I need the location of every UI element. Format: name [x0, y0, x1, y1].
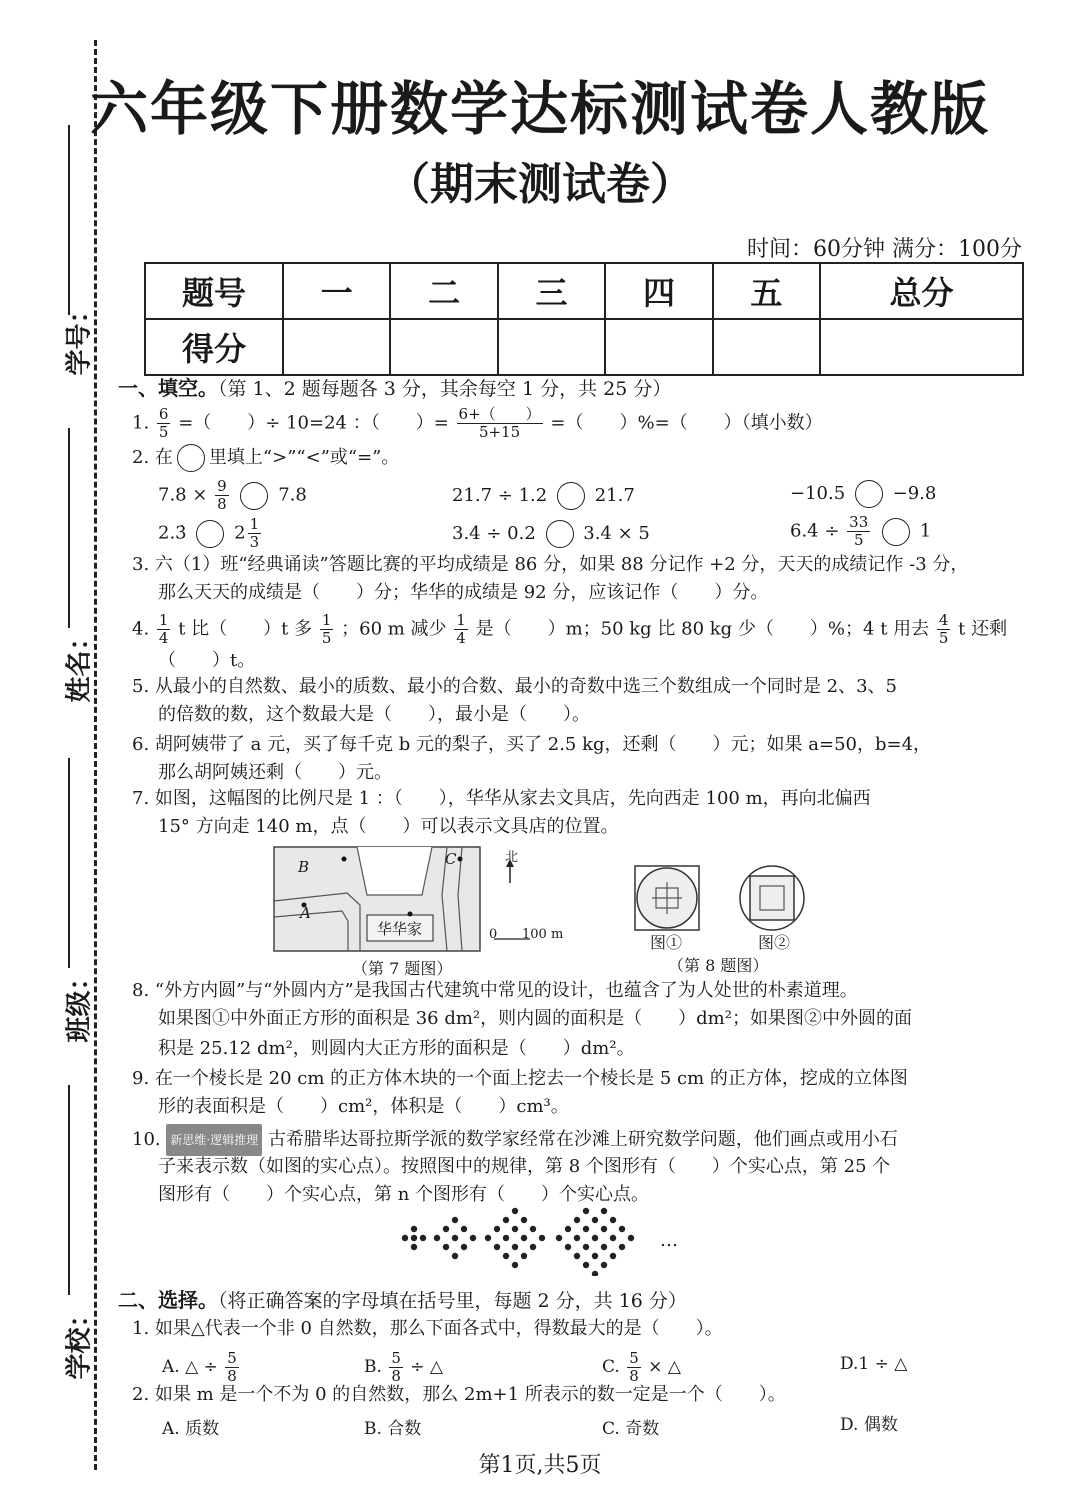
question-7-line-2: 15° 方向走 140 m，点（ ）可以表示文具店的位置。 — [158, 816, 619, 837]
fraction-numerator: 1 — [456, 611, 466, 629]
question-9-line-2: 形的表面积是（ ）cm²，体积是（ ）cm³。 — [158, 1096, 569, 1117]
map-home-label: 华华家 — [377, 920, 423, 938]
pattern-dot — [411, 1235, 417, 1241]
circle-blank-icon — [177, 444, 205, 472]
figure-8-label-2: 图② — [758, 933, 791, 952]
fraction-denominator: 5 — [158, 423, 169, 441]
section-2-title: 二、选择。 — [118, 1288, 218, 1312]
map-scale-label: 100 m — [522, 927, 564, 942]
fraction-numerator: 5 — [391, 1349, 401, 1367]
fraction-numerator: 4 — [938, 611, 949, 629]
score-header-cell: 题号 — [145, 263, 283, 319]
pattern-dot — [512, 1208, 518, 1214]
q1-text-a: =（ ）÷ 10=24 ：（ ）= — [178, 412, 449, 434]
fraction-numerator: 5 — [227, 1349, 237, 1367]
section-1-title: 一、填空。 — [118, 376, 218, 400]
page-subtitle: （期末测试卷） — [386, 159, 694, 210]
q4-text: t 还剩 — [958, 618, 1008, 640]
pattern-dot — [583, 1262, 589, 1268]
q2-number: 2. — [132, 447, 150, 468]
compare-circle[interactable] — [882, 518, 910, 546]
pattern-dot — [503, 1253, 509, 1259]
home-dot — [408, 912, 413, 917]
score-input-cell[interactable] — [820, 319, 1023, 375]
fraction-denominator: 4 — [158, 629, 169, 647]
fraction-numerator: 5 — [629, 1349, 639, 1367]
fraction-numerator: 6+（ ） — [458, 405, 541, 423]
s2-question-1-stem: 1. 如果△代表一个非 0 自然数，那么下面各式中，得数最大的是（ ）。 — [132, 1318, 723, 1339]
question-4 — [132, 612, 1007, 647]
q10-tag-badge: 新思维·逻辑推理 — [166, 1124, 262, 1156]
fraction-numerator: 1 — [158, 611, 169, 629]
pattern-dot — [512, 1262, 518, 1268]
pattern-dot — [583, 1208, 589, 1214]
fraction-denominator: 5 — [938, 629, 949, 647]
pattern-dot — [610, 1217, 616, 1223]
score-header-cell: 四 — [605, 263, 712, 319]
s2-question-2-stem: 2. 如果 m 是一个不为 0 的自然数，那么 2m+1 所表示的数一定是一个（ ）。 — [132, 1384, 786, 1405]
question-3-line-2: 那么天天的成绩是（ ）分；华华的成绩是 92 分，应该记作（ ）分。 — [158, 582, 769, 603]
score-input-cell[interactable] — [498, 319, 605, 375]
fraction-denominator: 5 — [321, 629, 332, 647]
question-3-line-1: 3. 六（1）班“经典诵读”答题比赛的平均成绩是 86 分，如果 88 分记作 +2 分，天天的成绩记作 -3 分， — [132, 554, 969, 575]
pattern-dot — [461, 1226, 467, 1232]
pattern-dot — [565, 1226, 571, 1232]
fraction-denominator: 5 — [853, 531, 864, 549]
pattern-dot — [574, 1253, 580, 1259]
q4-fraction — [454, 612, 468, 647]
fraction-denominator: 8 — [629, 1367, 639, 1385]
question-9-line-1: 9. 在一个棱长是 20 cm 的正方体木块的一个面上挖去一个棱长是 5 cm 的正方体，挖成的立体图 — [132, 1068, 908, 1089]
pattern-dot — [503, 1235, 509, 1241]
score-input-cell[interactable] — [283, 319, 390, 375]
compare-left: 2.3̇ — [158, 522, 187, 544]
question-10-line-3: 图形有（ ）个实心点，第 n 个图形有（ ）个实心点。 — [158, 1184, 650, 1205]
question-8-line-2: 如果图①中外面正方形的面积是 36 dm²，则内圆的面积是（ ）dm²；如果图②中外圆的面 — [158, 1008, 912, 1029]
name-label: 姓名： — [64, 624, 95, 703]
pattern-dot — [521, 1235, 527, 1241]
pattern-dot — [470, 1235, 476, 1241]
question-8-line-1: 8. “外方内圆”与“外圆内方”是我国古代建筑中常见的设计，也蕴含了为人处世的朴素道理。 — [132, 980, 858, 1001]
fraction-denominator: 4 — [456, 629, 466, 647]
pattern-dot — [521, 1217, 527, 1223]
fraction-numerator: 6 — [158, 405, 169, 423]
fraction-numerator: 1 — [249, 515, 260, 533]
option-text: ÷ △ — [410, 1357, 443, 1377]
s2q1-option-d[interactable]: D.1 ÷ △ — [840, 1354, 908, 1374]
pattern-dot — [443, 1244, 449, 1250]
compare-right: 21.7 — [594, 485, 635, 506]
class-label: 班级： — [64, 964, 95, 1043]
compare-right: 7.8 — [278, 484, 307, 506]
question-6-line-1: 6. 胡阿姨带了 a 元，买了每千克 b 元的梨子，买了 2.5 kg，还剩（ ）元；如果 a=50，b=4， — [132, 734, 932, 755]
pattern-dot — [494, 1226, 500, 1232]
compare-item-6 — [790, 514, 931, 549]
pattern-dot — [452, 1235, 458, 1241]
pattern-dot — [461, 1244, 467, 1250]
compare-fraction — [248, 516, 262, 551]
pattern-dot — [521, 1253, 527, 1259]
pattern-dot — [452, 1217, 458, 1223]
compare-circle[interactable] — [196, 520, 224, 548]
compare-right-whole: 2 — [234, 522, 246, 544]
pattern-dot — [530, 1226, 536, 1232]
compare-circle[interactable] — [546, 520, 574, 548]
figure-8-caption: （第 8 题图） — [668, 956, 769, 975]
pattern-dot — [592, 1253, 598, 1259]
section-1-note: （第 1、2 题每题各 3 分，其余每空 1 分，共 25 分） — [218, 378, 672, 400]
pattern-dot — [583, 1226, 589, 1232]
fraction-denominator: 8 — [391, 1367, 401, 1385]
compare-fraction — [847, 514, 870, 549]
pattern-dot — [443, 1226, 449, 1232]
map-label-a: A — [300, 904, 311, 922]
compare-left: 7.8 × — [158, 484, 208, 506]
q4-fraction — [157, 612, 171, 647]
pattern-dot — [592, 1217, 598, 1223]
s2q2-option-a[interactable]: A. 质数 — [162, 1419, 220, 1439]
pattern-dot — [494, 1244, 500, 1250]
class-blank[interactable] — [68, 758, 70, 968]
pattern-dot — [574, 1235, 580, 1241]
question-5-line-2: 的倍数的数，这个数最大是（ ），最小是（ ）。 — [158, 704, 590, 725]
option-text: B. — [364, 1357, 382, 1377]
compare-right: 1 — [919, 520, 932, 542]
compare-right: −9.8 — [892, 483, 937, 504]
figure-7-caption: （第 7 题图） — [352, 959, 453, 978]
figure-8-label-1: 图① — [650, 933, 683, 952]
compare-item-5 — [452, 520, 650, 548]
dot-pattern-figure — [400, 1206, 640, 1276]
fraction-denominator: 8 — [227, 1367, 237, 1385]
fraction-numerator: 33 — [849, 513, 869, 531]
score-row-label: 得分 — [145, 319, 283, 375]
map-label-c: C — [445, 850, 457, 868]
pattern-dot — [610, 1235, 616, 1241]
q1-fraction-b — [457, 406, 543, 441]
q10-text: 古希腊毕达哥拉斯学派的数学家经常在沙滩上研究数学问题，他们画点或用小石 — [267, 1129, 898, 1150]
fraction-numerator: 9 — [217, 477, 227, 495]
pattern-dot — [539, 1235, 545, 1241]
q4-text: 是（ ）m；50 kg 比 80 kg 少（ ）%；4 t 用去 — [475, 618, 930, 640]
pattern-dot — [601, 1226, 607, 1232]
figure-8-drawings — [632, 860, 812, 932]
fraction-denominator: 5+15 — [478, 423, 521, 441]
pattern-dot — [574, 1217, 580, 1223]
pattern-dot — [503, 1217, 509, 1223]
fig2-inner-square — [750, 876, 794, 920]
s2q2-option-d[interactable]: D. 偶数 — [840, 1415, 898, 1435]
pattern-dot — [411, 1226, 417, 1232]
score-header-cell: 总分 — [820, 263, 1023, 319]
score-header-cell: 二 — [390, 263, 497, 319]
map-road — [357, 847, 432, 895]
q4-fraction — [320, 612, 334, 647]
section-1-heading — [118, 372, 671, 401]
binding-dashed-line — [94, 40, 97, 1470]
point-c-dot — [458, 857, 463, 862]
exam-meta: 时间：60分钟 满分：100分 — [747, 237, 1022, 262]
score-input-cell[interactable] — [390, 319, 497, 375]
pattern-dot — [592, 1271, 598, 1276]
compare-left: 21.7 ÷ 1.2 — [452, 485, 548, 506]
q1-fraction-a — [157, 406, 171, 441]
pattern-dot — [512, 1226, 518, 1232]
compare-circle[interactable] — [240, 482, 268, 510]
compare-item-4 — [158, 516, 263, 551]
dot-pattern-ellipsis: … — [660, 1230, 678, 1251]
option-text: × △ — [648, 1357, 681, 1377]
page-footer: 第1页,共5页 — [478, 1453, 602, 1478]
score-table — [144, 262, 1024, 376]
q2-text-b: 里填上“>”“<”或“=”。 — [208, 447, 400, 468]
q2-text-a: 在 — [154, 447, 173, 468]
question-4-line-2: （ ）t。 — [158, 650, 256, 671]
compare-fraction — [215, 478, 229, 513]
fraction-numerator: 1 — [321, 611, 332, 629]
pattern-dot — [619, 1244, 625, 1250]
pattern-dot — [434, 1235, 440, 1241]
q10-number: 10. — [132, 1129, 161, 1150]
school-label: 学校： — [64, 1301, 95, 1380]
q1-text-b: =（ ）%=（ ）（填小数） — [550, 412, 823, 434]
pattern-dot — [512, 1244, 518, 1250]
map-north-label: 北 — [505, 850, 519, 865]
score-input-cell[interactable] — [605, 319, 712, 375]
compare-item-1 — [158, 478, 307, 513]
question-5-line-1: 5. 从最小的自然数、最小的质数、最小的合数、最小的奇数中选三个数组成一个同时是 2、3、5 — [132, 676, 897, 697]
compare-item-2 — [452, 482, 635, 510]
pattern-dot — [583, 1244, 589, 1250]
pattern-dot — [601, 1244, 607, 1250]
point-b-dot — [342, 857, 347, 862]
fraction-denominator: 8 — [217, 495, 227, 513]
question-6-line-2: 那么胡阿姨还剩（ ）元。 — [158, 762, 392, 783]
pattern-dot — [530, 1244, 536, 1250]
score-header-cell: 三 — [498, 263, 605, 319]
q4-number: 4. — [132, 618, 150, 640]
pattern-dot — [601, 1208, 607, 1214]
compare-left: −10.5 — [790, 483, 846, 504]
pattern-dot — [601, 1262, 607, 1268]
compare-right: 3.4 × 5 — [583, 523, 650, 544]
score-header-cell: 一 — [283, 263, 390, 319]
student-id-label: 学号： — [64, 297, 95, 376]
pattern-dot — [619, 1226, 625, 1232]
pattern-dot — [592, 1235, 598, 1241]
score-input-cell[interactable] — [713, 319, 820, 375]
pattern-dot — [565, 1244, 571, 1250]
pattern-dot — [452, 1253, 458, 1259]
score-table-header-row — [145, 263, 1023, 319]
school-blank[interactable] — [68, 1085, 70, 1295]
map-label-b: B — [298, 858, 310, 876]
question-7-line-1: 7. 如图，这幅图的比例尺是 1 ：（ ），华华从家去文具店，先向西走 100 m，再向北偏西 — [132, 788, 871, 809]
pattern-dot — [485, 1235, 491, 1241]
fraction-denominator: 3 — [249, 533, 260, 551]
section-2-heading — [118, 1284, 687, 1313]
score-table-score-row — [145, 319, 1023, 375]
option-text: A. △ ÷ — [162, 1357, 218, 1377]
pattern-dot — [556, 1235, 562, 1241]
compare-left: 3.4 ÷ 0.2 — [452, 523, 536, 544]
name-blank[interactable] — [68, 428, 70, 628]
compare-item-3 — [790, 480, 936, 508]
score-header-cell: 五 — [713, 263, 820, 319]
pattern-dot — [411, 1244, 417, 1250]
question-10-line-2: 子来表示数（如图的实心点）。按照图中的规律，第 8 个图形有（ ）个实心点，第 25 个 — [158, 1156, 891, 1177]
question-8-line-3: 积是 25.12 dm²，则圆内大正方形的面积是（ ）dm²。 — [158, 1038, 635, 1059]
compare-circle[interactable] — [855, 480, 883, 508]
q4-text: ；60 m 减少 — [341, 618, 447, 640]
pattern-dot — [402, 1235, 408, 1241]
pattern-dot — [420, 1235, 426, 1241]
question-2 — [132, 443, 399, 473]
q4-text: t 比（ ）t 多 — [178, 618, 313, 640]
q1-number: 1. — [132, 412, 150, 434]
compare-left: 6.4 ÷ — [790, 520, 840, 542]
map-scale-zero: 0 — [489, 927, 498, 942]
page-title: 六年级下册数学达标测试卷人教版 — [89, 75, 990, 143]
option-text: C. — [602, 1357, 620, 1377]
s2q2-option-b[interactable]: B. 合数 — [364, 1419, 422, 1439]
question-1 — [132, 406, 823, 441]
compare-circle[interactable] — [557, 482, 585, 510]
pattern-dot — [628, 1235, 634, 1241]
section-2-note: （将正确答案的字母填在括号里，每题 2 分，共 16 分） — [218, 1290, 687, 1312]
pattern-dot — [610, 1253, 616, 1259]
q4-fraction — [937, 612, 951, 647]
s2q2-option-c[interactable]: C. 奇数 — [602, 1419, 660, 1439]
